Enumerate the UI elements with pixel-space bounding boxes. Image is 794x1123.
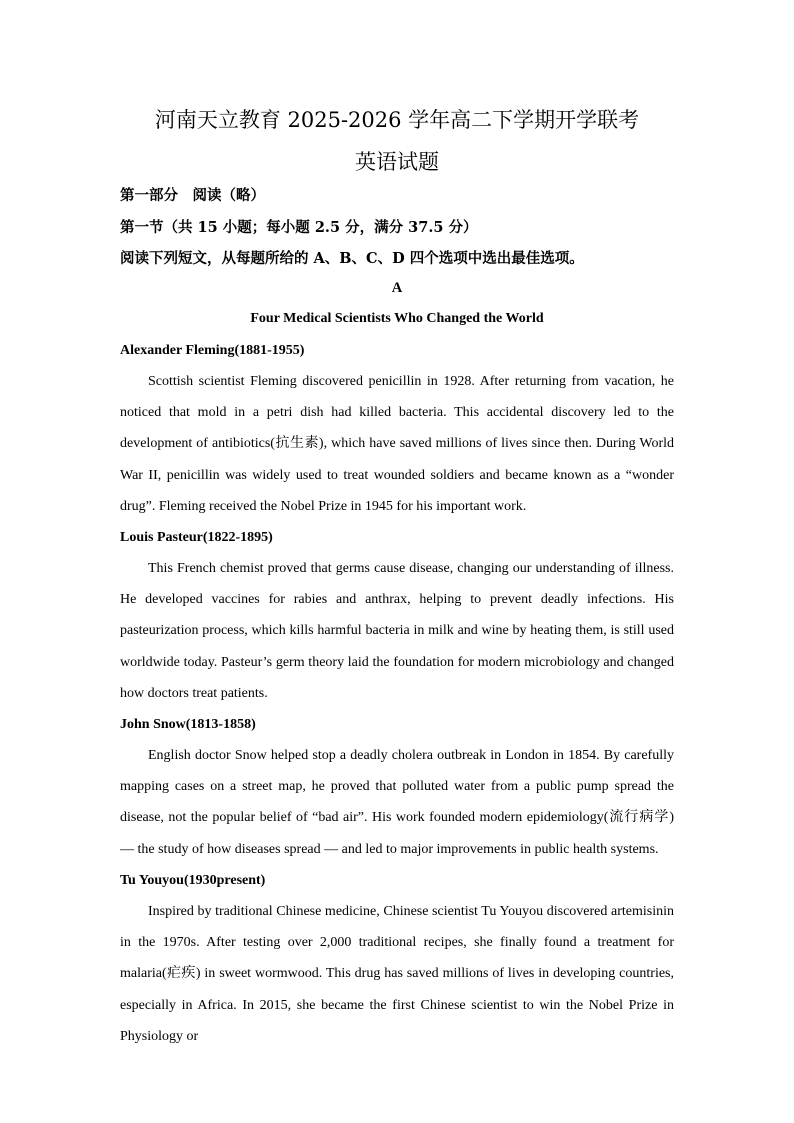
section-heading: 第一节（共 15 小题；每小题 2.5 分，满分 37.5 分） <box>120 219 478 236</box>
scientist-paragraph: Inspired by traditional Chinese medicine, Chinese scientist Tu Youyou discovered artemisinin in the 1970s. After testing over 2,000 traditional recipes, she finally found a treatment for malaria(疟疾) in sweet wormwood. This drug has saved millions of lives in developing countries, especially in Africa. In 2015, she became the first Chinese scientist to win the Nobel Prize in Physiology or <box>120 904 674 1044</box>
scientist-paragraph: Scottish scientist Fleming discovered penicillin in 1928. After returning from vacation, he noticed that mold in a petri dish had killed bacteria. This accidental discovery led to the development of antibiotics(抗生素), which have saved millions of lives since then. During World War II, penicillin was widely used to treat wounded soldiers and became known as a “wonder drug”. Fleming received the Nobel Prize in 1945 for his important work. <box>120 374 674 514</box>
scientist-name: Tu Youyou(1930present) <box>120 873 266 888</box>
scientist-name: Alexander Fleming(1881-1955) <box>120 343 305 358</box>
passage-title: Four Medical Scientists Who Changed the World <box>250 311 544 326</box>
exam-subject: 英语试题 <box>355 150 439 174</box>
scientist-paragraph: English doctor Snow helped stop a deadly cholera outbreak in London in 1854. By carefully mapping cases on a street map, he proved that polluted water from a public pump spread the disease, not the popular belief of “bad air”. His work founded modern epidemiology(流行病学) — the study of how diseases spread — and led to major improvements in public health systems. <box>120 748 674 857</box>
exam-title: 河南天立教育 2025-2026 学年高二下学期开学联考 <box>154 108 640 132</box>
scientist-paragraph: This French chemist proved that germs cause disease, changing our understanding of illness. He developed vaccines for rabies and anthrax, helping to prevent deadly infections. His pasteurization process, which kills harmful bacteria in milk and wine by heating them, is still used worldwide today. Pasteur’s germ theory laid the foundation for modern microbiology and changed how doctors treat patients. <box>120 561 674 701</box>
scientist-name: John Snow(1813-1858) <box>120 717 256 732</box>
passage-letter: A <box>391 280 403 296</box>
part-heading: 第一部分 阅读（略） <box>120 187 265 204</box>
instruction-text: 阅读下列短文，从每题所给的 A、B、C、D 四个选项中选出最佳选项。 <box>120 250 584 267</box>
scientist-name: Louis Pasteur(1822-1895) <box>120 530 273 545</box>
